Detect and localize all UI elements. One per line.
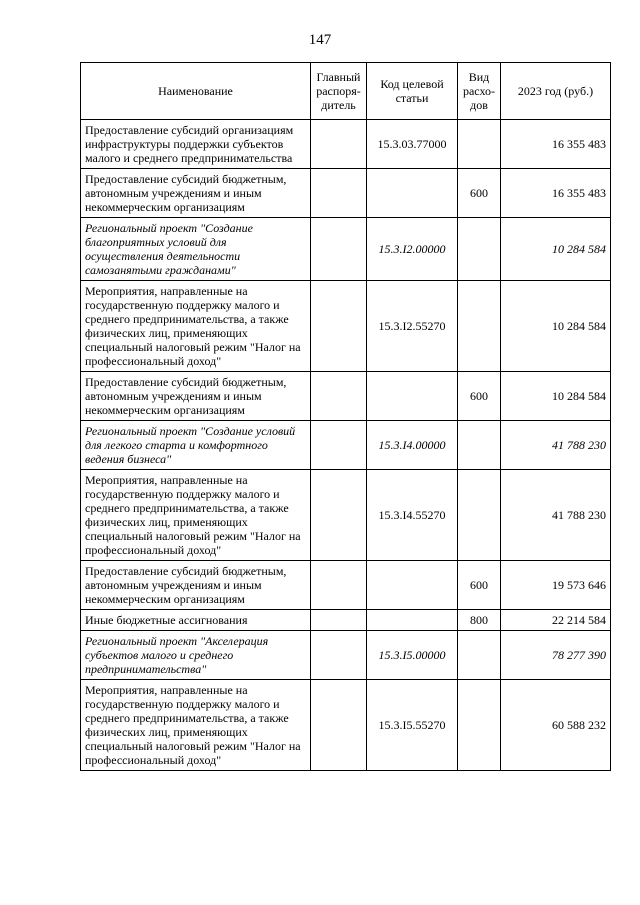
row-name-cell: Иные бюджетные ассигнования xyxy=(81,610,311,631)
row-amount-cell: 16 355 483 xyxy=(501,169,611,218)
table-header-row xyxy=(81,63,611,120)
header-vid: Вид расхо-дов xyxy=(458,63,501,120)
header-code: Код целевой статьи xyxy=(367,63,458,120)
row-vid-cell xyxy=(458,120,501,169)
row-name-cell: Предоставление субсидий бюджетным, автономным учреждениям и иным некоммерческим организациям xyxy=(81,372,311,421)
row-glav-cell xyxy=(311,470,367,561)
row-vid-cell xyxy=(458,421,501,470)
row-code-cell: 15.3.I2.00000 xyxy=(367,218,458,281)
table-body xyxy=(81,120,611,771)
row-amount-cell: 19 573 646 xyxy=(501,561,611,610)
row-amount-cell: 41 788 230 xyxy=(501,421,611,470)
table-row xyxy=(81,218,611,281)
row-glav-cell xyxy=(311,169,367,218)
row-amount-cell: 60 588 232 xyxy=(501,680,611,771)
row-amount-cell: 41 788 230 xyxy=(501,470,611,561)
row-name-cell: Предоставление субсидий бюджетным, автономным учреждениям и иным некоммерческим организациям xyxy=(81,169,311,218)
row-name-cell: Мероприятия, направленные на государственную поддержку малого и среднего предпринимательства, а также физических лиц, применяющих специальный налоговый режим "Налог на профессиональный доход" xyxy=(81,470,311,561)
row-code-cell: 15.3.I4.00000 xyxy=(367,421,458,470)
header-glav: Главный распоря-дитель xyxy=(311,63,367,120)
table-row xyxy=(81,421,611,470)
budget-table xyxy=(80,62,611,771)
table-row xyxy=(81,372,611,421)
table-row xyxy=(81,470,611,561)
row-glav-cell xyxy=(311,561,367,610)
row-glav-cell xyxy=(311,631,367,680)
row-glav-cell xyxy=(311,218,367,281)
row-glav-cell xyxy=(311,610,367,631)
table-row xyxy=(81,281,611,372)
row-vid-cell: 800 xyxy=(458,610,501,631)
row-name-cell: Предоставление субсидий организациям инфраструктуры поддержки субъектов малого и среднего предпринимательства xyxy=(81,120,311,169)
row-name-cell: Мероприятия, направленные на государственную поддержку малого и среднего предпринимательства, а также физических лиц, применяющих специальный налоговый режим "Налог на профессиональный доход" xyxy=(81,281,311,372)
row-amount-cell: 10 284 584 xyxy=(501,218,611,281)
row-name-cell: Региональный проект "Создание благоприятных условий для осуществления деятельности самозанятыми гражданами" xyxy=(81,218,311,281)
header-amount: 2023 год (руб.) xyxy=(501,63,611,120)
row-vid-cell xyxy=(458,281,501,372)
row-glav-cell xyxy=(311,120,367,169)
row-code-cell: 15.3.I4.55270 xyxy=(367,470,458,561)
row-amount-cell: 78 277 390 xyxy=(501,631,611,680)
row-glav-cell xyxy=(311,680,367,771)
row-code-cell xyxy=(367,372,458,421)
table-row xyxy=(81,561,611,610)
row-code-cell: 15.3.I5.55270 xyxy=(367,680,458,771)
page-number: 147 xyxy=(308,32,332,48)
row-amount-cell: 10 284 584 xyxy=(501,281,611,372)
row-vid-cell xyxy=(458,680,501,771)
table-row xyxy=(81,610,611,631)
row-vid-cell: 600 xyxy=(458,169,501,218)
row-vid-cell xyxy=(458,631,501,680)
row-name-cell: Предоставление субсидий бюджетным, автономным учреждениям и иным некоммерческим организациям xyxy=(81,561,311,610)
row-code-cell xyxy=(367,610,458,631)
row-name-cell: Региональный проект "Акселерация субъектов малого и среднего предпринимательства" xyxy=(81,631,311,680)
table-row xyxy=(81,680,611,771)
row-code-cell: 15.3.I5.00000 xyxy=(367,631,458,680)
row-code-cell: 15.3.03.77000 xyxy=(367,120,458,169)
row-name-cell: Мероприятия, направленные на государственную поддержку малого и среднего предпринимательства, а также физических лиц, применяющих специальный налоговый режим "Налог на профессиональный доход" xyxy=(81,680,311,771)
row-vid-cell: 600 xyxy=(458,372,501,421)
row-vid-cell xyxy=(458,218,501,281)
row-vid-cell: 600 xyxy=(458,561,501,610)
header-name: Наименование xyxy=(81,63,311,120)
table-row xyxy=(81,120,611,169)
row-amount-cell: 10 284 584 xyxy=(501,372,611,421)
row-amount-cell: 22 214 584 xyxy=(501,610,611,631)
row-code-cell: 15.3.I2.55270 xyxy=(367,281,458,372)
row-vid-cell xyxy=(458,470,501,561)
row-code-cell xyxy=(367,561,458,610)
row-code-cell xyxy=(367,169,458,218)
row-name-cell: Региональный проект "Создание условий для легкого старта и комфортного ведения бизнеса" xyxy=(81,421,311,470)
table-row xyxy=(81,169,611,218)
row-glav-cell xyxy=(311,421,367,470)
table-row xyxy=(81,631,611,680)
row-glav-cell xyxy=(311,281,367,372)
row-glav-cell xyxy=(311,372,367,421)
row-amount-cell: 16 355 483 xyxy=(501,120,611,169)
